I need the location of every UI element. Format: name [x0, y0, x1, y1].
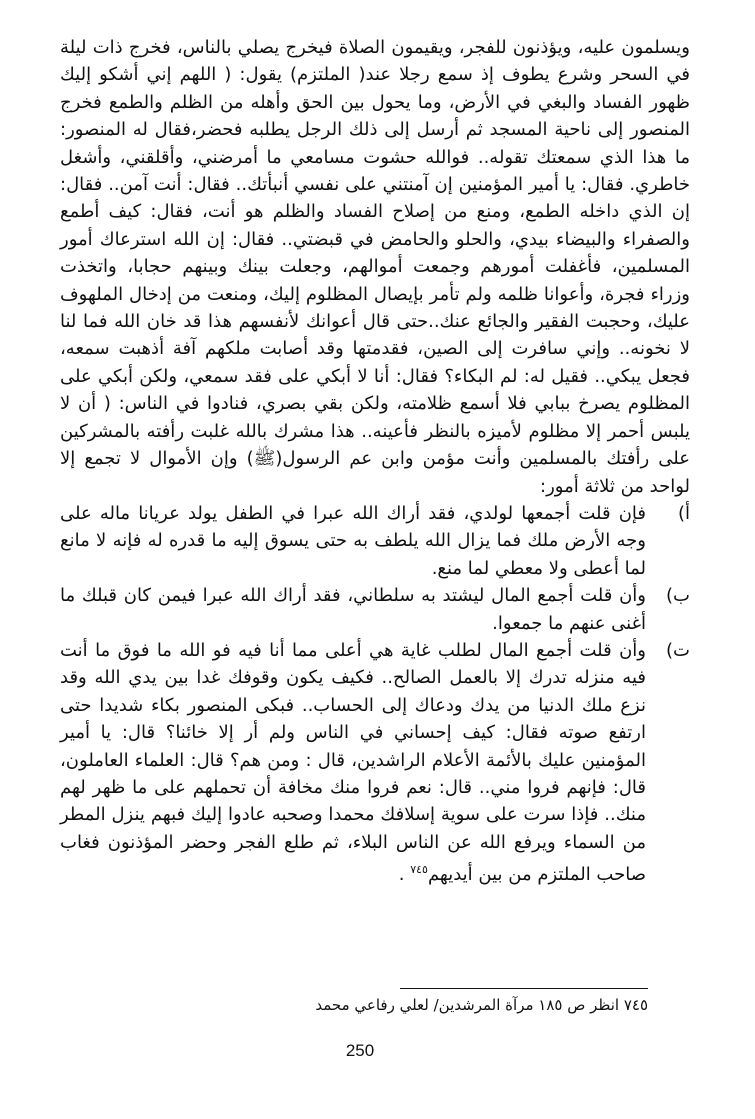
- list-item-text: وأن قلت أجمع المال ليشتد به سلطاني، فقد أراك الله عبرا فيمن كان قبلك ما أغنى عنهم ما جمعوا.: [60, 585, 646, 634]
- list-item-text: وأن قلت أجمع المال لطلب غاية هي أعلى مما أنا فيه فو الله ما فوق ما أنت فيه منزله تدرك إلا بالعمل الصالح.. فكيف يكون وقوفك غدا بين يدي الله وقد نزع ملك الدنيا من يدك ودعاك إلى الحساب.. فبكى المنصور بكاء شديدا حتى ارتفع صوته فقال: كيف إحساني في الناس ولم أر إلا خائنا؟ قال: يا أمير المؤمنين عليك بالأئمة الأعلام الراشدين، قال : ومن هم؟ قال: العلماء العاملون، قال: فإنهم فروا مني.. قال: نعم فروا منك مخافة أن تحملهم على ما ظهر لهم منك.. فإذا سرت على سوية إسلافك محمدا وصحبه عادوا إليك فبهم ينزل المطر من السماء ويرفع الله عن الناس البلاء، ثم طلع الفجر وحضر المؤذنون فغاب صاحب الملتزم من بين أيديهم: [60, 639, 646, 886]
- page-number: 250: [345, 1041, 375, 1060]
- footnote-separator: [400, 988, 648, 989]
- list-item-text: فإن قلت أجمعها لولدي، فقد أراك الله عبرا في الطفل يولد عريانا ماله على وجه الأرض ملك فما يزال الله يلطف به حتى يسوق إليه ما قدره له فإنه لا مانع لما أعطى ولا معطي لما منع.: [60, 502, 646, 579]
- sentence-end: .: [398, 864, 411, 886]
- list-item-a: [60, 500, 690, 582]
- list-marker: ب): [666, 585, 690, 607]
- footnote: ٧٤٥ انظر ص ١٨٥ مرآة المرشدين/ لعلي رفاعي محمد: [315, 996, 648, 1014]
- list-item-t: [60, 637, 690, 889]
- footnote-reference[interactable]: ٧٤٥: [410, 863, 428, 877]
- list-item-text-wrap: [60, 637, 646, 889]
- list-item-b: [60, 582, 690, 637]
- main-text: [60, 34, 690, 889]
- intro-paragraph: ويسلمون عليه، ويؤذنون للفجر، ويقيمون الصلاة فيخرج يصلي بالناس، فخرج ذات ليلة في السحر وشرع يطوف إذ سمع رجلا عند( الملتزم) يقول: ( اللهم إني أشكو إليك ظهور الفساد والبغي في الأرض، وما يحول بين الحق وأهله من الظلم والطمع فخرج المنصور إلى ناحية المسجد ثم أرسل إلى ذلك الرجل يطلبه فحضر،فقال له المنصور: ما هذا الذي سمعتك تقوله.. فوالله حشوت مسامعي ما أمرضني، وأقلقني، وأشغل خاطري. فقال: يا أمير المؤمنين إن آمنتني على نفسي أنبأتك.. فقال: أنت آمن.. فقال: إن الذي داخله الطمع، ومنع من إصلاح الفساد والظلم هو أنت، فقال: كيف أطمع والصفراء والبيضاء بيدي، والحلو والحامض في قبضتي.. فقال: إن الله استرعاك أمور المسلمين، فأغفلت أمورهم وجمعت أموالهم، وجعلت بينك وبينهم حجابا، واتخذت وزراء فجرة، وأعوانا ظلمه ولم تأمر بإيصال المظلوم إليك، ومنعت من إدخال الملهوف عليك، وحجبت الفقير والجائع عنك..حتى قال أعوانك لأنفسهم هذا قد خان الله فما لنا لا نخونه.. وإني سافرت إلى الصين، فقدمتها وقد أصابت ملكهم آفة أذهبت سمعه، فجعل يبكي.. فقيل له: لم البكاء؟ فقال: أنا لا أبكي على فقد سمعي، ولكن أبكي على المظلوم يصرخ ببابي فلا أسمع ظلامته، ولكن بقي بصري، فنادوا في الناس: ( أن لا يلبس أحمر إلا مظلوم لأميزه بالنظر فأعينه.. هذا مشرك بالله غلبت رأفته بالمشركين على رأفتك بالمسلمين وأنت مؤمن وابن عم الرسول(ﷺ) وإن الأموال لا تجمع إلا لواحد من ثلاثة أمور:: [60, 37, 690, 497]
- list-marker: ت): [666, 639, 690, 661]
- list-marker: أ): [677, 502, 690, 524]
